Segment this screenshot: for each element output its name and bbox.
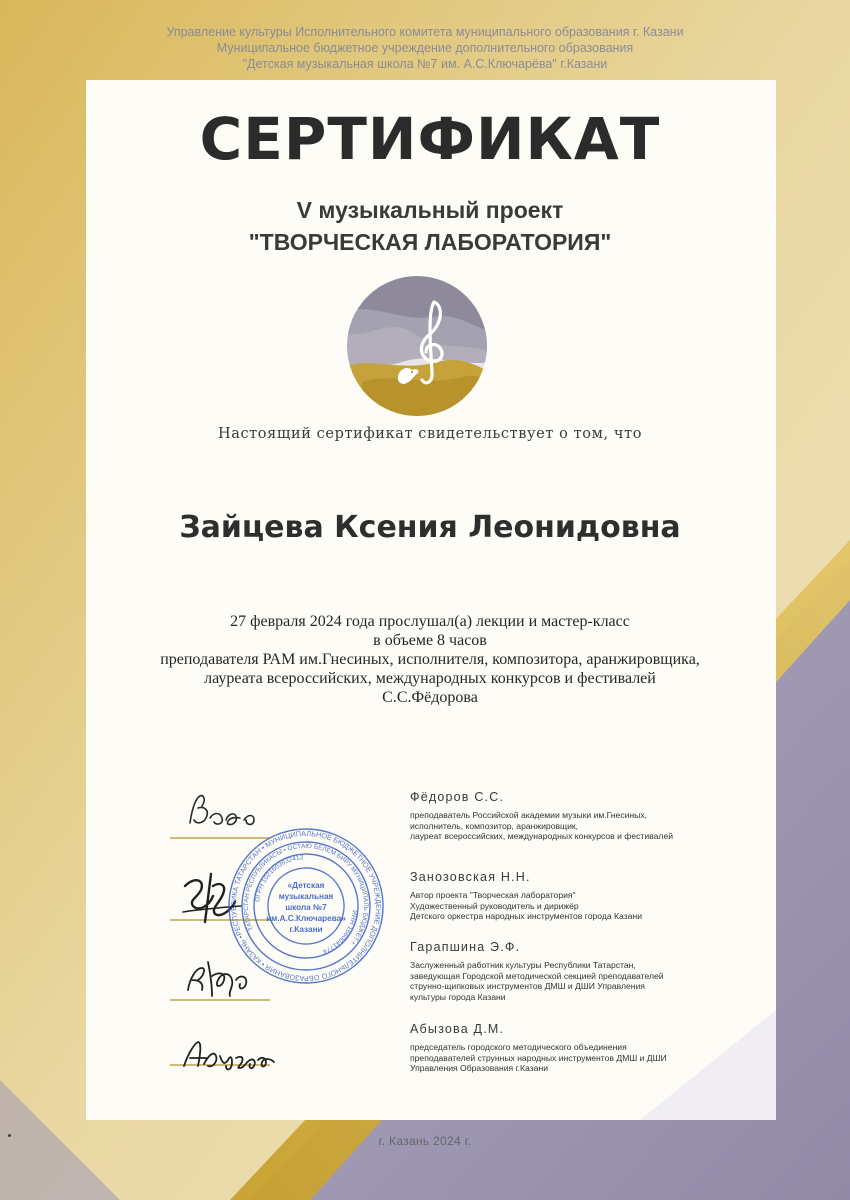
signer-role bbox=[410, 810, 740, 842]
signer-abyzova bbox=[410, 1022, 740, 1074]
signer-role-line: Управления Образования г.Казани bbox=[410, 1063, 548, 1074]
signer-role-line: Заслуженный работник культуры Республики Татарстан, bbox=[410, 960, 636, 970]
stamp-center-line: «Детская bbox=[287, 881, 325, 890]
project-title bbox=[85, 194, 775, 258]
signer-role-line: струнно-щипковых инструментов ДМШ и ДШИ Управления bbox=[410, 981, 645, 992]
issuer-line-3: "Детская музыкальная школа №7 им. А.С.Ключарёва" г.Казани bbox=[242, 57, 608, 71]
signer-role-line: председатель городского методического объединения bbox=[410, 1042, 627, 1052]
place-and-year: г. Казань 2024 г. bbox=[378, 1134, 472, 1148]
stamp-center-line: школа №7 bbox=[285, 903, 327, 912]
stamp-inner-ring: ТАТАРСТАН РЕСПУБЛИКАСЫ • ОСТАЮ БЕЛЕМ БИРУ МУНИЦИПАЛЬ БЮДЖЕТ • bbox=[242, 842, 370, 946]
signer-name: Гарапшина Э.Ф. bbox=[410, 940, 521, 954]
body-line-4: лауреата всероссийских, международных конкурсов и фестивалей bbox=[204, 670, 656, 687]
issuer-line-2: Муниципальное бюджетное учреждение дополнительного образования bbox=[216, 41, 634, 55]
signer-garapshina bbox=[410, 940, 740, 1002]
signer-role-line: Автор проекта "Творческая лаборатория" bbox=[410, 890, 576, 900]
body-line-1: 27 февраля 2024 года прослушал(а) лекции и мастер-класс bbox=[230, 613, 630, 630]
signer-role bbox=[410, 1042, 740, 1074]
stamp-ogrn: ОГРН 1021603632412 bbox=[254, 854, 304, 903]
stamp-center-line: им.А.С.Ключарева» bbox=[266, 914, 346, 923]
signer-role-line: преподаватель Российской академии музыки им.Гнесиных, bbox=[410, 810, 648, 820]
treble-clef-bird-icon bbox=[342, 272, 492, 420]
signer-role-line: Детского оркестра народных инструментов города Казани bbox=[410, 911, 642, 922]
stamp-inn: ИНН 1660041774 bbox=[321, 909, 358, 955]
signer-fedorov bbox=[410, 790, 740, 842]
signer-role bbox=[410, 960, 740, 1002]
signature-abyzova bbox=[178, 1036, 288, 1076]
stamp-outer-ring: РЕСПУБЛИКА ТАТАРСТАН • МУНИЦИПАЛЬНОЕ БЮДЖЕТНОЕ УЧРЕЖДЕНИЕ ДОПОЛНИТЕЛЬНОГО ОБРАЗОВАНИЯ • КАЗАНЬ • bbox=[228, 828, 384, 984]
scan-dot bbox=[8, 1134, 11, 1137]
recipient-name: Зайцева Ксения Леонидовна bbox=[179, 510, 681, 545]
body-line-2: в объеме 8 часов bbox=[373, 632, 487, 649]
project-line-2: "ТВОРЧЕСКАЯ ЛАБОРАТОРИЯ" bbox=[248, 229, 612, 255]
certificate-statement: Настоящий сертификат свидетельствует о том, что bbox=[217, 426, 643, 442]
signer-role-line: преподавателей струнных народных инструментов ДМШ и ДШИ bbox=[410, 1052, 667, 1063]
signer-zanozovskaya bbox=[410, 870, 740, 922]
certificate-body bbox=[85, 612, 775, 707]
issuer-header bbox=[0, 24, 850, 72]
signer-name: Абызова Д.М. bbox=[410, 1022, 505, 1036]
stamp-center-line: г.Казани bbox=[289, 925, 323, 934]
school-seal-stamp bbox=[226, 826, 386, 986]
signer-role-line: культуры города Казани bbox=[410, 991, 506, 1002]
body-line-5: С.С.Фёдорова bbox=[382, 689, 478, 706]
signer-role-line: исполнитель, композитор, аранжировщик, bbox=[410, 820, 579, 831]
signer-name: Фёдоров С.С. bbox=[410, 790, 505, 804]
signer-role-line: Художественный руководитель и дирижёр bbox=[410, 900, 579, 911]
signer-role bbox=[410, 890, 740, 922]
certificate-title: СЕРТИФИКАТ bbox=[199, 105, 661, 173]
signer-role-line: заведующая Городской методической секцией преподавателей bbox=[410, 970, 664, 981]
issuer-line-1: Управление культуры Исполнительного комитета муниципального образования г. Казани bbox=[166, 25, 684, 39]
signer-name: Занозовская Н.Н. bbox=[410, 870, 531, 884]
stamp-center-line: музыкальная bbox=[278, 892, 334, 901]
signer-role-line: лауреат всероссийских, международных конкурсов и фестивалей bbox=[410, 831, 674, 842]
body-line-3: преподавателя РАМ им.Гнесиных, исполнителя, композитора, аранжировщика, bbox=[160, 651, 700, 668]
project-line-1: V музыкальный проект bbox=[296, 197, 564, 223]
